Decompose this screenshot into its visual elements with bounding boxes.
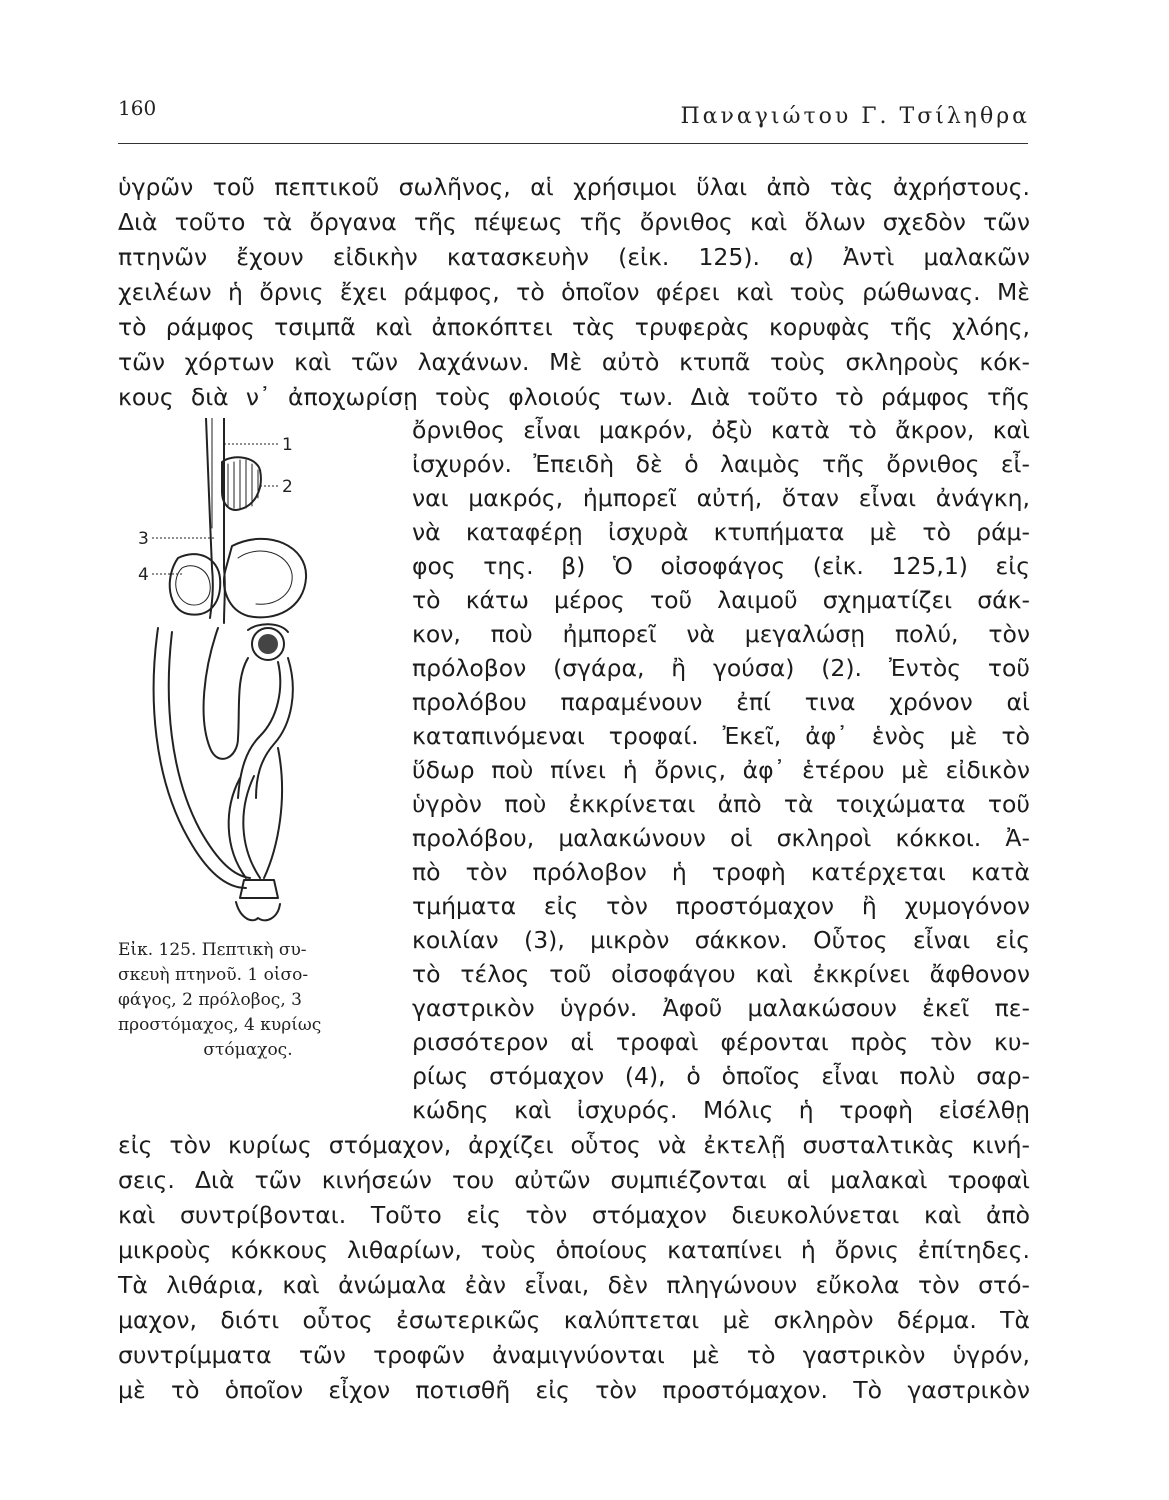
body-line: προλόβου, μαλακώνουν οἱ σκληροὶ κόκκοι. Ἀ- xyxy=(412,824,1030,852)
digestive-system-figure xyxy=(128,418,398,933)
figure-label-3: 3 xyxy=(138,529,149,549)
body-line: νὰ καταφέρῃ ἰσχυρὰ κτυπήματα μὲ τὸ ράμ- xyxy=(412,518,1030,546)
body-line: ἰσχυρόν. Ἐπειδὴ δὲ ὁ λαιμὸς τῆς ὄρνιθος εἶ- xyxy=(412,450,1030,478)
body-line: ρισσότερον αἱ τροφαὶ φέρονται πρὸς τὸν κυ- xyxy=(412,1028,1030,1056)
body-line: συντρίμματα τῶν τροφῶν ἀναμιγνύονται μὲ τὸ γαστρικὸν ὑγρόν, xyxy=(118,1341,1030,1369)
body-line: πτηνῶν ἔχουν εἰδικὴν κατασκευὴν (εἰκ. 125). α) Ἀντὶ μαλακῶν xyxy=(118,243,1030,271)
body-line: μικροὺς κόκκους λιθαρίων, τοὺς ὁποίους καταπίνει ἡ ὄρνις ἐπίτηδες. xyxy=(118,1236,1030,1264)
caption-line: σκευὴ πτηνοῦ. 1 οἰσο- xyxy=(118,965,309,985)
caption-line: προστόμαχος, 4 κυρίως xyxy=(118,1015,322,1035)
body-line: τὸ κάτω μέρος τοῦ λαιμοῦ σχηματίζει σάκ- xyxy=(412,586,1030,614)
body-line: μαχον, διότι οὗτος ἐσωτερικῶς καλύπτεται μὲ σκληρὸν δέρμα. Τὰ xyxy=(118,1306,1030,1334)
body-line: Διὰ τοῦτο τὰ ὄργανα τῆς πέψεως τῆς ὄρνιθος καὶ ὅλων σχεδὸν τῶν xyxy=(118,208,1030,236)
caption-line: φάγος, 2 πρόλοβος, 3 xyxy=(118,990,302,1010)
body-line: ὑγρῶν τοῦ πεπτικοῦ σωλῆνος, αἱ χρήσιμοι ὕλαι ἀπὸ τὰς ἀχρήστους. xyxy=(118,173,1030,201)
caption-line: στόμαχος. xyxy=(203,1040,293,1060)
caption-line: Εἰκ. 125. Πεπτικὴ συ- xyxy=(118,940,307,960)
body-line: χειλέων ἡ ὄρνις ἔχει ράμφος, τὸ ὁποῖον φέρει καὶ τοὺς ρώθωνας. Μὲ xyxy=(118,278,1030,306)
body-line: κοιλίαν (3), μικρὸν σάκκον. Οὗτος εἶναι εἰς xyxy=(412,926,1030,954)
running-head: Παναγιώτου Γ. Τσίληθρα xyxy=(680,104,1030,129)
header-rule xyxy=(118,143,1028,144)
body-line: τῶν χόρτων καὶ τῶν λαχάνων. Μὲ αὐτὸ κτυπᾶ τοὺς σκληροὺς κόκ- xyxy=(118,348,1030,376)
page-number: 160 xyxy=(118,96,157,120)
body-line: σεις. Διὰ τῶν κινήσεών του αὐτῶν συμπιέζονται αἱ μαλακαὶ τροφαὶ xyxy=(118,1166,1030,1194)
body-line: γαστρικὸν ὑγρόν. Ἀφοῦ μαλακώσουν ἐκεῖ πε- xyxy=(412,994,1030,1022)
body-line: κον, ποὺ ἠμπορεῖ νὰ μεγαλώσῃ πολύ, τὸν xyxy=(412,620,1030,648)
body-line: ὕδωρ ποὺ πίνει ἡ ὄρνις, ἀφ᾿ ἑτέρου μὲ εἰδικὸν xyxy=(412,756,1030,784)
figure-label-2: 2 xyxy=(282,477,293,497)
body-line: τὸ ράμφος τσιμπᾶ καὶ ἀποκόπτει τὰς τρυφερὰς κορυφὰς τῆς χλόης, xyxy=(118,313,1030,341)
body-line: κώδης καὶ ἰσχυρός. Μόλις ἡ τροφὴ εἰσέλθῃ xyxy=(412,1096,1030,1124)
figure-label-4: 4 xyxy=(138,565,149,585)
body-line: προλόβου παραμένουν ἐπί τινα χρόνον αἱ xyxy=(412,688,1030,716)
body-line: μὲ τὸ ὁποῖον εἶχον ποτισθῆ εἰς τὸν προστόμαχον. Τὸ γαστρικὸν xyxy=(118,1376,1030,1404)
body-line: καὶ συντρίβονται. Τοῦτο εἰς τὸν στόμαχον διευκολύνεται καὶ ἀπὸ xyxy=(118,1201,1030,1229)
body-line: πρόλοβον (σγάρα, ἢ γούσα) (2). Ἐντὸς τοῦ xyxy=(412,654,1030,682)
body-line: Τὰ λιθάρια, καὶ ἀνώμαλα ἐὰν εἶναι, δὲν πληγώνουν εὔκολα τὸν στό- xyxy=(118,1271,1030,1299)
body-line: τμήματα εἰς τὸν προστόμαχον ἢ χυμογόνον xyxy=(412,892,1030,920)
body-line: πὸ τὸν πρόλοβον ἡ τροφὴ κατέρχεται κατὰ xyxy=(412,858,1030,886)
body-line: φος της. β) Ὁ οἰσοφάγος (εἰκ. 125,1) εἰς xyxy=(412,552,1030,580)
body-line: καταπινόμεναι τροφαί. Ἐκεῖ, ἀφ᾿ ἑνὸς μὲ τὸ xyxy=(412,722,1030,750)
page-header xyxy=(118,96,1030,136)
body-line: ὄρνιθος εἶναι μακρόν, ὀξὺ κατὰ τὸ ἄκρον, καὶ xyxy=(412,416,1030,444)
body-line: τὸ τέλος τοῦ οἰσοφάγου καὶ ἐκκρίνει ἄφθονον xyxy=(412,960,1030,988)
figure-caption xyxy=(118,938,378,1063)
figure-label-1: 1 xyxy=(282,435,293,455)
body-line: κους διὰ ν᾿ ἀποχωρίσῃ τοὺς φλοιούς των. Διὰ τοῦτο τὸ ράμφος τῆς xyxy=(118,383,1030,411)
body-line: ὑγρὸν ποὺ ἐκκρίνεται ἀπὸ τὰ τοιχώματα τοῦ xyxy=(412,790,1030,818)
body-line: εἰς τὸν κυρίως στόμαχον, ἀρχίζει οὗτος νὰ ἐκτελῇ συσταλτικὰς κινή- xyxy=(118,1131,1030,1159)
body-line: ρίως στόμαχον (4), ὁ ὁποῖος εἶναι πολὺ σαρ- xyxy=(412,1062,1030,1090)
bird-digestive-diagram xyxy=(128,418,398,933)
body-line: ναι μακρός, ἠμπορεῖ αὐτή, ὅταν εἶναι ἀνάγκη, xyxy=(412,484,1030,512)
